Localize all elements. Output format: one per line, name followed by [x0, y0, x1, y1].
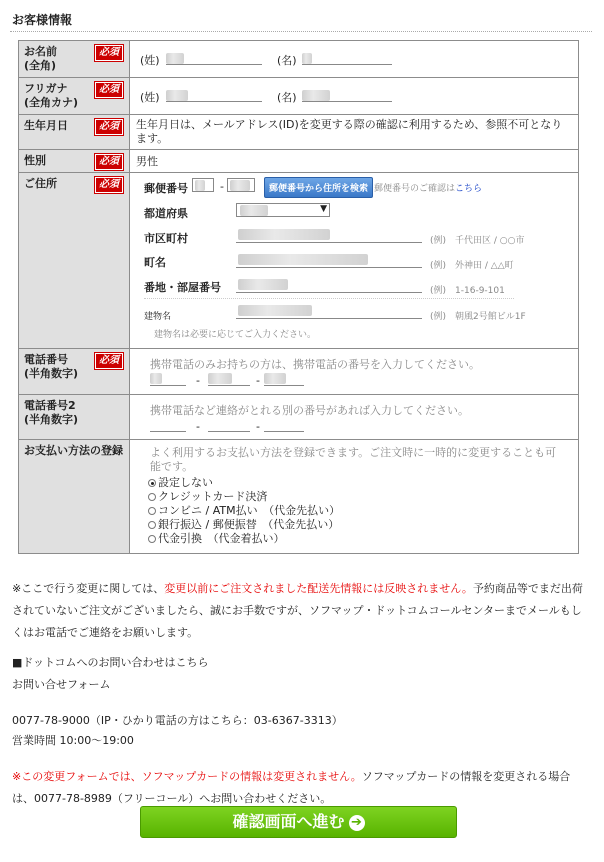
payment-option[interactable]: クレジットカード決済: [148, 490, 578, 504]
building-input[interactable]: [236, 303, 422, 319]
contact-tel: 0077-78-9000（IP・ひかり電話の方はこちら：03-6367-3313）: [12, 714, 343, 727]
address-divider: [144, 298, 514, 299]
city-label: 市区町村: [144, 232, 188, 245]
phone-dash: -: [196, 374, 200, 387]
gender-value: 男性: [136, 155, 158, 168]
required-badge: 必須: [95, 177, 123, 193]
name-mei-label: (名): [277, 54, 297, 67]
birth-label: 生年月日 必須: [19, 115, 130, 150]
banchi-example: (例) 1-16-9-101: [430, 286, 505, 296]
phone-third-input[interactable]: [264, 371, 304, 386]
payment-options: [130, 476, 578, 546]
kana-mei-input[interactable]: [302, 86, 392, 102]
kana-mei-label: (名): [277, 91, 297, 104]
phone-dash: -: [256, 374, 260, 387]
zip-label: 郵便番号: [144, 182, 188, 195]
phone2-help: 携帯電話など連絡がとれる別の番号があれば入力してください。: [150, 404, 469, 417]
section-divider: [10, 31, 592, 32]
required-badge: 必須: [95, 154, 123, 170]
kana-label: フリガナ (全角カナ) 必須: [19, 78, 130, 115]
building-example: (例) 朝風2号館ビル1F: [430, 312, 526, 322]
payment-help: よく利用するお支払い方法を登録できます。ご注文時に一時的に変更することも可能です。: [150, 446, 557, 473]
radio-icon[interactable]: [148, 535, 156, 543]
notice-paragraph: ※ここで行う変更に関しては、変更以前にご注文されました配送先情報には反映されません。予約商品等でまだ出荷されていないご注文がございましたら、誠にお手数ですが、ソフマップ・ドットコムコールセンターまでメールもしくはお電話でご連絡をお願いします。: [12, 582, 583, 639]
arrow-right-icon: ➔: [349, 815, 365, 831]
city-example: (例) 千代田区 / ○○市: [430, 236, 525, 246]
city-input[interactable]: [236, 227, 422, 243]
phone-label: 電話番号 (半角数字) 必須: [19, 349, 130, 395]
payment-option[interactable]: 銀行振込 / 郵便振替 （代金先払い）: [148, 518, 578, 532]
contact-hours: 営業時間 10:00〜19:00: [12, 734, 134, 747]
phone-second-input[interactable]: [208, 371, 250, 386]
name-label: お名前 (全角) 必須: [19, 41, 130, 78]
zip-help: 郵便番号のご確認はこちら: [374, 184, 483, 194]
banchi-input[interactable]: [236, 277, 422, 293]
kana-sei-label: (姓): [140, 91, 160, 104]
radio-icon[interactable]: [148, 493, 156, 501]
pref-select[interactable]: [236, 203, 330, 217]
town-label: 町名: [144, 256, 166, 269]
phone-help: 携帯電話のみお持ちの方は、携帯電話の番号を入力してください。: [150, 358, 480, 371]
payment-option[interactable]: 代金引換 （代金着払い）: [148, 532, 578, 546]
confirm-button[interactable]: 確認画面へ進む ➔: [140, 806, 457, 838]
zip-help-link[interactable]: こちら: [455, 184, 483, 194]
building-note: 建物名は必要に応じてご入力ください。: [154, 330, 317, 340]
kana-sei-input[interactable]: [166, 86, 262, 102]
contact-form-link[interactable]: お問い合せフォーム: [12, 678, 111, 691]
required-badge: 必須: [95, 119, 123, 135]
phone2-dash: -: [256, 420, 260, 433]
radio-icon[interactable]: [148, 521, 156, 529]
pref-label: 都道府県: [144, 207, 188, 220]
zip-dash: -: [220, 180, 224, 193]
town-input[interactable]: [236, 252, 422, 268]
building-label: 建物名: [144, 312, 172, 322]
payment-label: お支払い方法の登録: [19, 440, 130, 554]
address-label: ご住所 必須: [19, 173, 130, 349]
name-sei-input[interactable]: [166, 49, 262, 65]
name-sei-label: (姓): [140, 54, 160, 67]
name-mei-input[interactable]: [302, 49, 392, 65]
gender-label: 性別 必須: [19, 150, 130, 173]
required-badge: 必須: [95, 353, 123, 369]
radio-selected-icon[interactable]: [148, 479, 156, 487]
section-title: お客様情報: [12, 13, 73, 27]
required-badge: 必須: [95, 82, 123, 98]
customer-form: [18, 40, 579, 554]
town-example: (例) 外神田 / △△町: [430, 261, 514, 271]
phone-first-input[interactable]: [150, 371, 186, 386]
card-notice: ※この変更フォームでは、ソフマップカードの情報は変更されません。ソフマップカードの情報を変更される場合は、0077-78-8989（フリーコール）へお問い合わせください。: [12, 770, 571, 805]
radio-icon[interactable]: [148, 507, 156, 515]
contact-heading: ■ドットコムへのお問い合わせはこちら: [12, 656, 209, 669]
zip-first-input[interactable]: [192, 178, 214, 192]
phone2-second-input[interactable]: [208, 417, 250, 432]
banchi-label: 番地・部屋番号: [144, 281, 221, 294]
phone2-first-input[interactable]: [150, 417, 186, 432]
phone2-dash: -: [196, 420, 200, 433]
payment-option[interactable]: 設定しない: [148, 476, 578, 490]
birth-note: 生年月日は、メールアドレス(ID)を変更する際の確認に利用するため、参照不可となります。: [136, 118, 563, 145]
chevron-down-icon: ▼: [320, 204, 327, 214]
phone2-label: 電話番号2 (半角数字): [19, 395, 130, 440]
zip-search-button[interactable]: 郵便番号から住所を検索: [264, 177, 373, 198]
phone2-third-input[interactable]: [264, 417, 304, 432]
payment-option[interactable]: コンビニ / ATM払い （代金先払い）: [148, 504, 578, 518]
required-badge: 必須: [95, 45, 123, 61]
zip-second-input[interactable]: [227, 178, 255, 192]
